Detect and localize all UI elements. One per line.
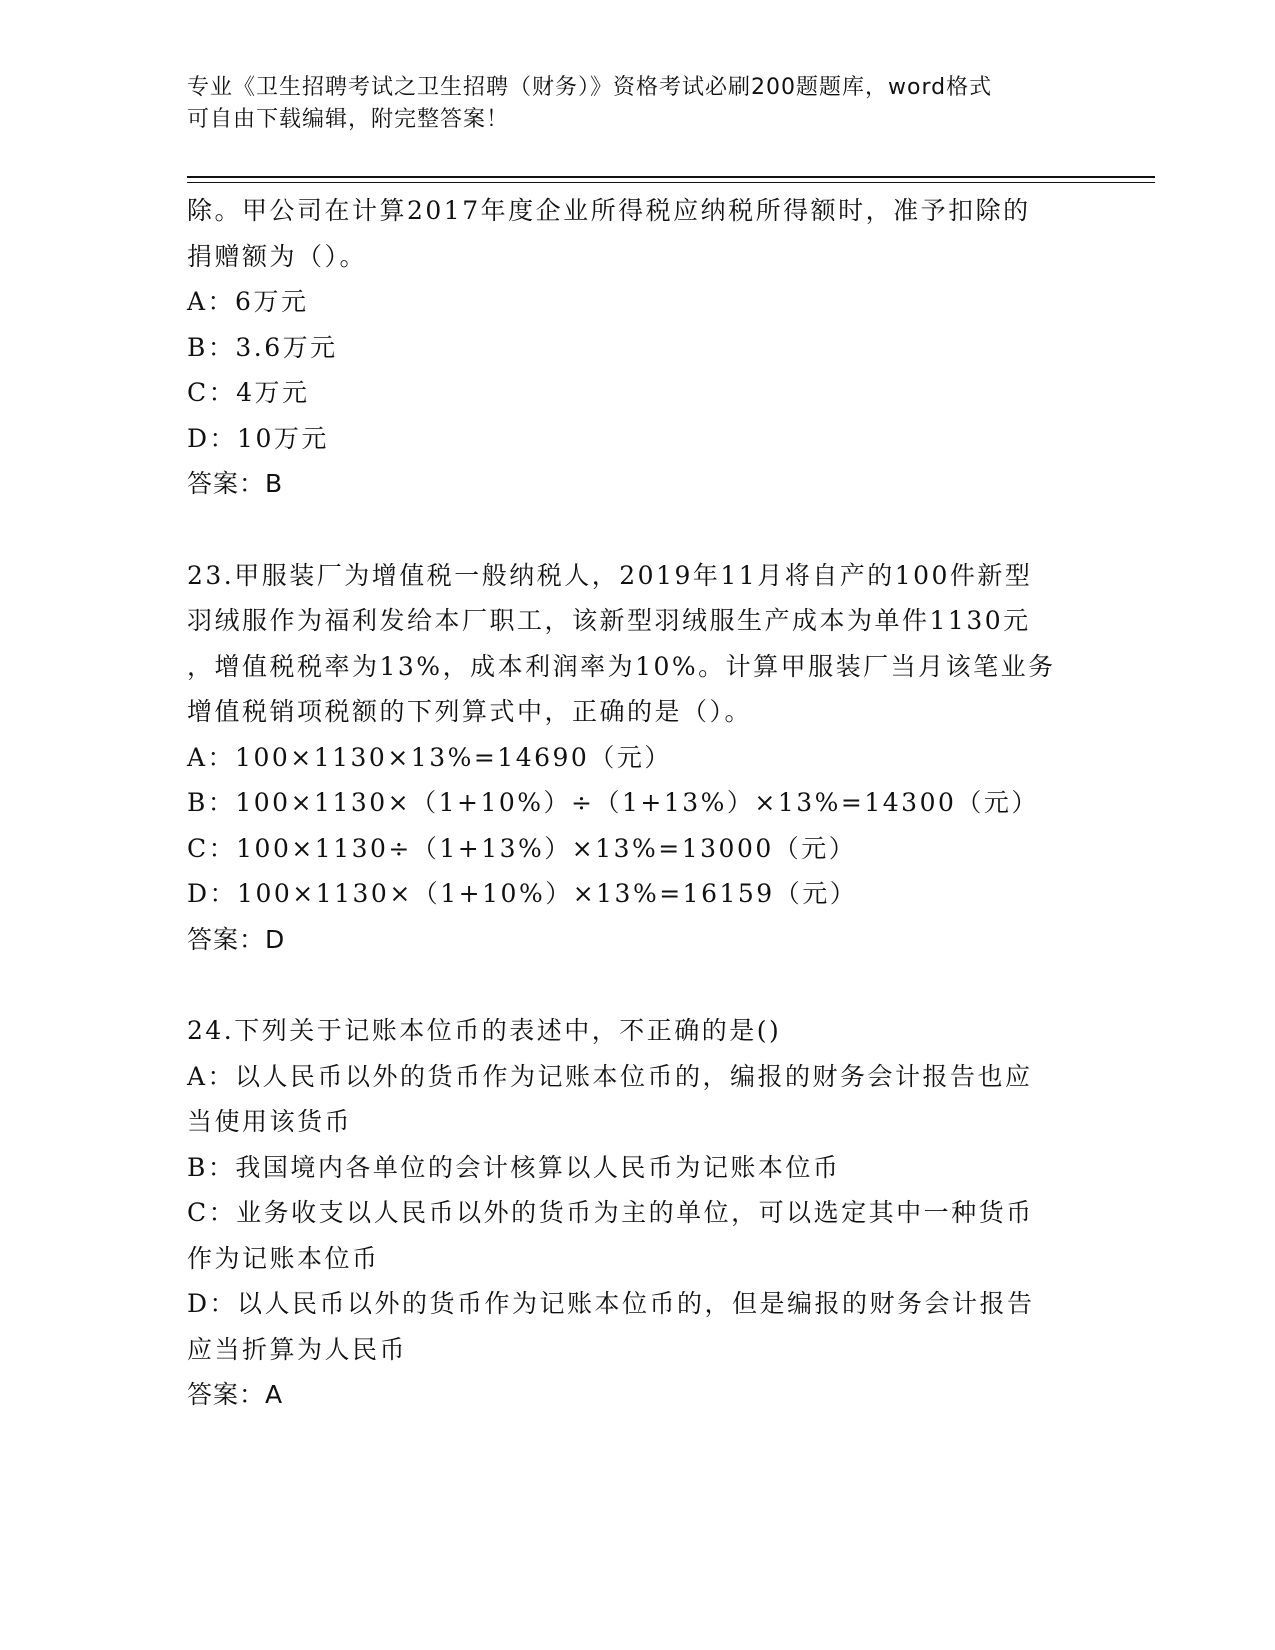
question-23-option-d: D：100×1130×（1+10%）×13%=16159（元） <box>187 879 858 908</box>
question-23-option-a: A：100×1130×13%=14690（元） <box>187 742 672 772</box>
question-24-option-c-line-2: 作为记账本位币 <box>187 1243 380 1273</box>
document-body <box>187 188 1087 1418</box>
header-divider-thin <box>187 182 1155 183</box>
spacer <box>187 962 1087 1008</box>
question-22 <box>187 188 1087 507</box>
question-24-option-d-line-2: 应当折算为人民币 <box>187 1334 408 1364</box>
spacer <box>187 507 1087 553</box>
question-23-answer: 答案：D <box>187 924 286 954</box>
question-23-text-line-3: ，增值税税率为13%，成本利润率为10%。计算甲服装厂当月该笔业务 <box>187 651 1056 681</box>
header-divider-thick <box>187 176 1155 178</box>
document-header <box>187 72 1067 136</box>
question-23-text-line-1: 23.甲服装厂为增值税一般纳税人，2019年11月将自产的100件新型 <box>187 560 1033 590</box>
question-23-option-c: C：100×1130÷（1+13%）×13%=13000（元） <box>187 833 857 863</box>
question-22-option-d: D：10万元 <box>187 423 329 453</box>
question-24-option-d-line-1: D：以人民币以外的货币作为记账本位币的，但是编报的财务会计报告 <box>187 1289 1035 1318</box>
question-23-option-b: B：100×1130×（1+10%）÷（1+13%）×13%=14300（元） <box>187 788 1039 817</box>
question-23-text-line-4: 增值税销项税额的下列算式中，正确的是（）。 <box>187 697 753 726</box>
question-24-answer: 答案：A <box>187 1380 284 1409</box>
question-22-option-a: A：6万元 <box>187 287 309 316</box>
question-22-option-c: C：4万元 <box>187 378 310 407</box>
question-24-option-a-line-1: A：以人民币以外的货币作为记账本位币的，编报的财务会计报告也应 <box>187 1061 1033 1091</box>
question-24-option-a-line-2: 当使用该货币 <box>187 1107 353 1136</box>
question-23 <box>187 553 1087 963</box>
question-22-text-line-2: 捐赠额为（）。 <box>187 241 368 271</box>
question-22-answer: 答案：B <box>187 469 284 498</box>
question-24-option-c-line-1: C：业务收支以人民币以外的货币为主的单位，可以选定其中一种货币 <box>187 1198 1034 1227</box>
question-22-text-line-1: 除。甲公司在计算2017年度企业所得税应纳税所得额时，准予扣除的 <box>187 196 1031 225</box>
question-24-option-b: B：我国境内各单位的会计核算以人民币为记账本位币 <box>187 1152 841 1182</box>
question-24-text-line-1: 24.下列关于记账本位币的表述中，不正确的是() <box>187 1016 782 1045</box>
header-line-2: 可自由下载编辑，附完整答案！ <box>187 107 510 132</box>
header-line-1: 专业《卫生招聘考试之卫生招聘（财务）》资格考试必刷200题题库，word格式 <box>187 75 993 100</box>
question-22-option-b: B：3.6万元 <box>187 332 338 362</box>
question-23-text-line-2: 羽绒服作为福利发给本厂职工，该新型羽绒服生产成本为单件1130元 <box>187 606 1031 635</box>
question-24 <box>187 1008 1087 1418</box>
